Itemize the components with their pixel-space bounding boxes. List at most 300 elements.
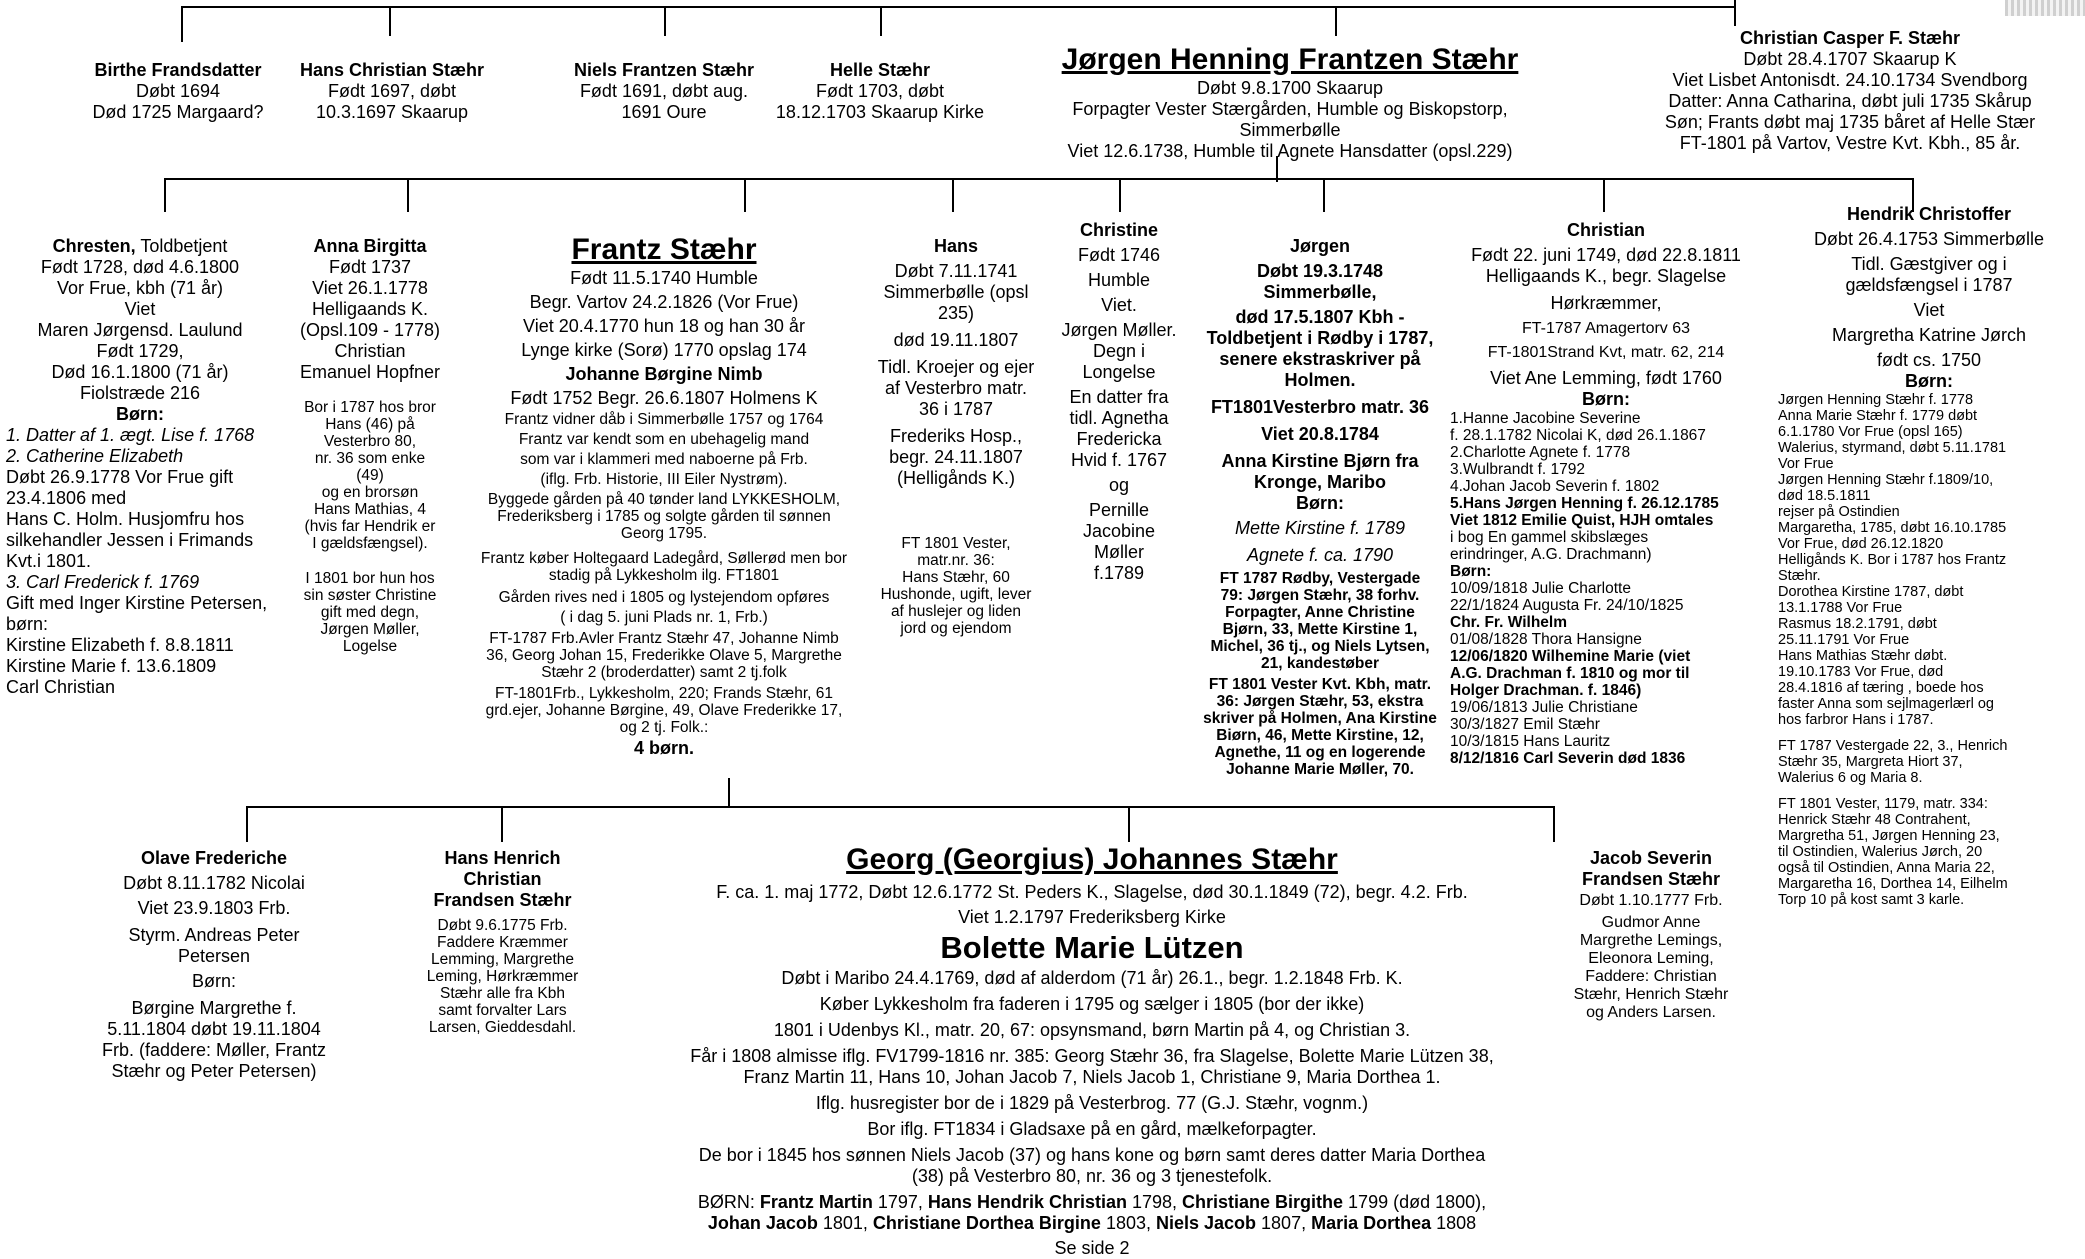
born-label: BØRN: xyxy=(697,1192,760,1212)
person-jorgen xyxy=(1180,236,1460,778)
child-entry: 2. Catherine Elizabeth xyxy=(6,446,184,466)
person-line: F. ca. 1. maj 1772, Døbt 12.6.1772 St. Peders K., Slagelse, død 30.1.1849 (72), begr. 4.2. Frb. xyxy=(716,882,1468,902)
child-entry: 22/1/1824 Augusta Fr. 24/10/1825 xyxy=(1450,597,1684,614)
person-frantz xyxy=(436,232,892,759)
person-line: Eleonora Leming, xyxy=(1588,950,1714,967)
note-line: Hushonde, ugift, lever xyxy=(880,586,1032,603)
note-line: som var i klammeri med naboerne på Frb. xyxy=(520,451,808,468)
person-line: f.1789 xyxy=(1093,563,1145,583)
person-line: Jacobine xyxy=(1082,521,1156,541)
child-entry: Kirstine Marie f. 13.6.1809 xyxy=(6,656,217,676)
gen2-drop-5 xyxy=(1119,178,1121,212)
gen1-drop-christian xyxy=(1734,0,1736,26)
census-1801 xyxy=(1778,796,2080,908)
person-title: Toldbetjent xyxy=(135,236,228,256)
child-entry: Hans C. Holm. Husjomfru hos silkehandler Jessen i Frimands Kvt.i 1801. xyxy=(6,509,254,571)
child-entry: 3.Wulbrandt f. 1792 xyxy=(1450,461,1585,478)
person-line: Børn: xyxy=(191,971,236,991)
person-name: Hendrik Christoffer xyxy=(1846,204,2012,224)
person-line: Søn; Frants døbt maj 1735 båret af Helle Stær xyxy=(1664,112,2036,132)
note-line: til Ostindien, Walerius Jørch, 20 xyxy=(1778,844,1983,860)
person-line: Tidl. Gæstgiver og i xyxy=(1851,254,2007,274)
child-entry: 28.4.1816 af tæring , boede hos xyxy=(1778,680,1984,696)
person-jorgen-henning xyxy=(1010,42,1570,162)
person-line: og Anders Larsen. xyxy=(1586,1004,1716,1021)
note-line: Biørn, 46, Mette Kirstine, 12, xyxy=(1216,727,1424,744)
note-line: Johanne Marie Møller, 70. xyxy=(1226,761,1414,778)
child-entry: 19.10.1783 Vor Frue, død xyxy=(1778,664,1944,680)
gen3-drop-3 xyxy=(1128,806,1130,842)
person-line: Døbt 28.4.1707 Skaarup K xyxy=(1743,49,1957,69)
person-line: Margretha Katrine Jørch xyxy=(1831,325,2027,345)
child-entry: Agnete f. ca. 1790 xyxy=(1246,545,1394,565)
person-line: Viet xyxy=(1913,300,1945,320)
note-line: stadig på Lykkesholm ilg. FT1801 xyxy=(548,567,780,584)
note-line: skriver på Holmen, Ana Kirstine xyxy=(1203,710,1437,727)
person-name: Christian xyxy=(463,869,542,889)
spouse-line: Født 1752 Begr. 26.6.1807 Holmens K xyxy=(510,388,818,408)
person-line: Simmerbølle (opsl xyxy=(883,282,1029,302)
child-entry: død 18.5.1811 xyxy=(1778,488,1871,504)
person-chresten xyxy=(6,236,274,698)
note-line: grd.ejer, Johanne Børgine, 49, Olave Frederikke 17, xyxy=(485,702,843,719)
child-entry: Kirstine Elizabeth f. 8.8.1811 xyxy=(6,635,234,655)
note-line: (iflg. Frb. Historie, III Eiler Nystrøm). xyxy=(540,471,788,488)
child-entry: 5.Hans Jørgen Henning f. 26.12.1785 xyxy=(1450,495,1719,512)
born-child: Frantz Martin xyxy=(759,1192,873,1212)
child-entry: Rasmus 18.2.1791, døbt xyxy=(1778,616,1937,632)
person-line: Viet 20.8.1784 xyxy=(1261,424,1379,444)
born-text: 1803, xyxy=(1100,1213,1156,1233)
note-line: Torp 10 på kost samt 3 karle. xyxy=(1778,892,1965,908)
person-line: Anna Kirstine Bjørn fra xyxy=(1221,451,1419,471)
person-line: Døbt 1.10.1777 Frb. xyxy=(1579,892,1723,909)
person-line: Født 1746 xyxy=(1077,245,1161,265)
note-line: sin søster Christine xyxy=(303,587,437,604)
born-text: 1808 xyxy=(1431,1213,1477,1233)
person-line: Døbt 8.11.1782 Nicolai xyxy=(123,873,305,893)
person-line: Forpagter Vester Stærgården, Humble og Biskopstorp, xyxy=(1072,99,1508,119)
born-text: 1807, xyxy=(1256,1213,1312,1233)
person-name: Christine xyxy=(1079,220,1158,240)
child-entry: Margaretha, 1785, døbt 16.10.1785 xyxy=(1778,520,2007,536)
note-line: Frantz vidner dåb i Simmerbølle 1757 og 1764 xyxy=(504,411,824,428)
born-text: 1797, xyxy=(872,1192,928,1212)
person-line: (Helligånds K.) xyxy=(896,468,1016,488)
person-line: Petersen xyxy=(177,946,251,966)
person-hans-christian xyxy=(272,60,512,123)
person-line: Helligaands K., begr. Slagelse xyxy=(1485,266,1727,286)
note-line: Frantz køber Holtegaard Ladegård, Søllerød men bor xyxy=(480,550,848,567)
note-line: Henrick Stæhr 48 Contrahent, xyxy=(1778,812,1971,828)
child-entry: Anna Marie Stæhr f. 1779 døbt xyxy=(1778,408,1978,424)
child-entry: 01/08/1828 Thora Hansigne xyxy=(1450,631,1642,648)
person-line: Maren Jørgensd. Laulund xyxy=(37,320,243,340)
person-line: Lemming, Margrethe xyxy=(430,951,574,968)
child-entry: 2.Charlotte Agnete f. 1778 xyxy=(1450,444,1631,461)
gen3-drop-1 xyxy=(246,806,248,842)
person-line: Toldbetjent i Rødby i 1787, xyxy=(1206,328,1434,348)
spouse-line: Døbt i Maribo 24.4.1769, død af alderdom (71 år) 26.1., begr. 1.2.1848 Frb. K. xyxy=(781,968,1403,988)
person-line: Født 1697, døbt xyxy=(327,81,457,101)
person-name: Hans Christian Stæhr xyxy=(299,60,485,80)
person-line: Viet 12.6.1738, Humble til Agnete Hansdatter (opsl.229) xyxy=(1067,141,1513,161)
children-label: Børn: xyxy=(1582,389,1630,409)
child-entry: Jørgen Henning Stæhr f. 1778 xyxy=(1778,392,1974,408)
note-line: også til Ostindien, Anna Maria 22, xyxy=(1778,860,1995,876)
spouse-line: Bor iflg. FT1834 i Gladsaxe på en gård, mælkeforpagter. xyxy=(867,1119,1317,1139)
child-entry: 19/06/1813 Julie Christiane xyxy=(1450,699,1638,716)
person-line: Tidl. Kroejer og ejer xyxy=(877,357,1035,377)
person-name: Jørgen xyxy=(1289,236,1350,256)
child-entry: f. 28.1.1782 Nicolai K, død 26.1.1867 xyxy=(1450,427,1706,444)
person-line: Faddere Kræmmer xyxy=(437,934,568,951)
person-line: Fredericka xyxy=(1076,429,1162,449)
child-entry: Mette Kirstine f. 1789 xyxy=(1234,518,1406,538)
person-line: FT-1801 på Vartov, Vestre Kvt. Kbh., 85 år. xyxy=(1679,133,2021,153)
person-heading xyxy=(6,236,274,257)
note-line: (hvis far Hendrik er xyxy=(304,518,436,535)
child-entry: Chr. Fr. Wilhelm xyxy=(1450,614,1567,631)
note-line: FT-1801Frb., Lykkesholm, 220; Frands Stæhr, 61 xyxy=(495,685,833,702)
note-line: FT 1801 Vester, 1179, matr. 334: xyxy=(1778,796,1988,812)
person-line: Viet 20.4.1770 hun 18 og han 30 år xyxy=(523,316,805,336)
person-name: Frandsen Stæhr xyxy=(1581,869,1721,889)
born-child: Johan Jacob xyxy=(707,1213,818,1233)
person-line: af Vesterbro matr. xyxy=(884,378,1028,398)
person-notes xyxy=(436,411,892,736)
child-entry: Carl Christian xyxy=(6,677,116,697)
person-line: FT-1787 Amagertorv 63 xyxy=(1521,320,1691,337)
person-line: Stæhr alle fra Kbh xyxy=(440,985,565,1002)
person-name: Jacob Severin xyxy=(1589,848,1713,868)
born-text: 1801, xyxy=(817,1213,873,1233)
person-line: Døbt 9.8.1700 Skaarup xyxy=(1196,78,1384,98)
person-line: Viet Ane Lemming, født 1760 xyxy=(1490,368,1722,388)
children-count: 4 børn. xyxy=(633,738,694,758)
child-entry: Viet 1812 Emilie Quist, HJH omtales xyxy=(1450,512,1714,529)
person-line: Døbt 9.6.1775 Frb. xyxy=(437,917,568,934)
gen1-bus-line xyxy=(181,6,1735,8)
note-line: Frantz var kendt som en ubehagelig mand xyxy=(518,431,810,448)
child-entry: Dorothea Kirstine 1787, døbt xyxy=(1778,584,1964,600)
person-line: Holmen. xyxy=(1284,370,1356,390)
child-entry: A.G. Drachman f. 1810 og mor til xyxy=(1450,665,1690,682)
note-line: og en brorsøn xyxy=(321,484,419,501)
person-line: Døbt 26.4.1753 Simmerbølle xyxy=(1813,229,2045,249)
person-name: Birthe Frandsdatter xyxy=(94,60,262,80)
person-name: Georg (Georgius) Johannes Stæhr xyxy=(846,843,1338,876)
note-line: matr.nr. 36: xyxy=(917,552,995,569)
note-line: Jørgen Møller, xyxy=(320,621,420,638)
person-line: samt forvalter Lars xyxy=(438,1002,567,1019)
person-name: Christian xyxy=(1566,220,1645,240)
person-line: 18.12.1703 Skaarup Kirke xyxy=(775,102,985,122)
person-line: Christian xyxy=(334,341,406,361)
person-line: 10.3.1697 Skaarup xyxy=(315,102,469,122)
children-label: Børn: xyxy=(1296,493,1344,513)
note-line: FT 1801 Vester, xyxy=(901,535,1011,552)
gen2-drop-1 xyxy=(164,178,166,212)
child-entry: i bog En gammel skibslæges xyxy=(1450,529,1649,546)
person-line: Født 1691, døbt aug. xyxy=(579,81,749,101)
person-line: 5.11.1804 døbt 19.11.1804 xyxy=(107,1019,321,1039)
note-line: Frederiksberg i 1785 og solgte gården til sønnen xyxy=(497,508,831,525)
person-line: Død 1725 Margaard? xyxy=(92,102,264,122)
gen1-drop-hans xyxy=(389,6,391,36)
note-line: 79: Jørgen Stæhr, 38 forhv. xyxy=(1220,587,1420,604)
note-line: Forpagter, Anne Christine xyxy=(1225,604,1415,621)
person-line: Margrethe Lemings, xyxy=(1579,932,1723,949)
note-line: Byggede gården på 40 tønder land LYKKESHOLM, xyxy=(487,491,841,508)
person-line: 36 i 1787 xyxy=(918,399,994,419)
note-line: Margaretha 16, Dorthea 14, Eilhelm xyxy=(1778,876,2008,892)
born-child: Christiane Dorthea Birgine xyxy=(872,1213,1101,1233)
born-child: Hans Hendrik Christian xyxy=(927,1192,1127,1212)
person-line: Datter: Anna Catharina, døbt juli 1735 Skårup xyxy=(1668,91,2032,111)
person-line: Viet 26.1.1778 xyxy=(312,278,428,298)
child-entry: Hans Mathias Stæhr døbt. xyxy=(1778,648,1948,664)
person-line: (Opsl.109 - 1778) xyxy=(299,320,441,340)
note-line: Gården rives ned i 1805 og lystejendom opføres xyxy=(498,589,830,606)
note-line: Margretha 51, Jørgen Henning 23, xyxy=(1778,828,2000,844)
child-entry: Vor Frue, død 26.12.1820 xyxy=(1778,536,1944,552)
person-helle xyxy=(740,60,1020,123)
child-entry: Holger Drachman. f. 1846) xyxy=(1450,682,1642,699)
note-line: (49) xyxy=(356,467,384,484)
note-line: Hans Mathias, 4 xyxy=(314,501,426,518)
child-entry: erindringer, A.G. Drachmann) xyxy=(1450,546,1652,563)
person-line: tidl. Agnetha xyxy=(1069,408,1169,428)
person-line: død 17.5.1807 Kbh - xyxy=(1235,307,1405,327)
person-line: Jørgen Møller. xyxy=(1061,320,1177,340)
person-name: Frandsen Stæhr xyxy=(433,890,572,910)
note-line: Bjørn, 33, Mette Kirstine 1, xyxy=(1222,621,1418,638)
person-line: Født 1728, død 4.6.1800 xyxy=(40,257,240,277)
person-line: født cs. 1750 xyxy=(1876,350,1982,370)
note-line: FT-1787 Frb.Avler Frantz Stæhr 47, Johanne Nimb xyxy=(489,630,839,647)
person-line: Pernille xyxy=(1088,500,1150,520)
person-notes xyxy=(1180,570,1460,778)
child-entry: 10/09/1818 Julie Charlotte xyxy=(1450,580,1631,597)
person-name: Helle Stæhr xyxy=(829,60,931,80)
note-line: Vesterbro 80, xyxy=(323,433,417,450)
person-line: Vor Frue, kbh (71 år) xyxy=(56,278,224,298)
person-line: Født 22. juni 1749, død 22.8.1811 xyxy=(1471,245,1741,265)
note-line: og 2 tj. Folk.: xyxy=(619,719,709,736)
person-christian-casper xyxy=(1620,28,2080,154)
person-notes xyxy=(864,535,1048,637)
born-line-2 xyxy=(622,1213,1562,1234)
person-line: Født 11.5.1740 Humble xyxy=(570,268,758,288)
person-line: Stæhr, Henrich Stæhr xyxy=(1573,986,1729,1003)
child-entry: 13.1.1788 Vor Frue xyxy=(1778,600,1903,616)
children-label: Børn: xyxy=(1905,371,1953,391)
child-entry: 1. Datter af 1. ægt. Lise f. 1768 xyxy=(6,425,255,445)
child-entry: 4.Johan Jacob Severin f. 1802 xyxy=(1450,478,1660,495)
gen2-drop-7 xyxy=(1603,178,1605,212)
person-line: FT-1801Strand Kvt, matr. 62, 214 xyxy=(1487,344,1725,361)
person-line: Frederiks Hosp., xyxy=(889,426,1023,446)
person-line: og xyxy=(1108,475,1130,495)
person-name: Hans xyxy=(933,236,978,256)
note-line: gift med degn, xyxy=(320,604,420,621)
person-line: Møller xyxy=(1094,542,1144,562)
child-entry: faster Anna som sejlmagerlærl og xyxy=(1778,696,1994,712)
person-line: Viet Lisbet Antonisdt. 24.10.1734 Svendborg xyxy=(1672,70,2028,90)
person-line: FT1801Vesterbro matr. 36 xyxy=(1210,397,1430,417)
person-name: Anna Birgitta xyxy=(313,236,427,256)
person-line: 1691 Oure xyxy=(621,102,707,122)
person-line: Børgine Margrethe f. xyxy=(131,998,297,1018)
gen2-drop-2 xyxy=(407,178,409,212)
person-name: Jørgen Henning Frantzen Stæhr xyxy=(1061,43,1519,76)
child-entry: 25.11.1791 Vor Frue xyxy=(1778,632,1910,648)
child-entry: Vor Frue xyxy=(1778,456,1834,472)
spouse-name: Johanne Børgine Nimb xyxy=(565,364,763,384)
child-entry: 30/3/1827 Emil Stæhr xyxy=(1450,716,1600,733)
person-line: Viet 23.9.1803 Frb. xyxy=(137,898,291,918)
person-line: Faddere: Christian xyxy=(1585,968,1717,985)
frantz-child-drop xyxy=(728,778,730,806)
born-child: Maria Dorthea xyxy=(1311,1213,1432,1233)
note-line: Agnethe, 11 og en logerende xyxy=(1214,744,1426,761)
person-name: Niels Frantzen Stæhr xyxy=(573,60,755,80)
person-line: Født 1703, døbt xyxy=(815,81,945,101)
note-line: Stæhr 35, Margreta Hiort 37, xyxy=(1778,754,1963,770)
children-list xyxy=(1436,410,1776,767)
child-entry: Helligånds K. Bor i 1787 hos Frantz xyxy=(1778,552,2007,568)
person-line: 235) xyxy=(937,303,975,323)
born-child: Christiane Birgithe xyxy=(1182,1192,1344,1212)
person-line: Født 1737 xyxy=(328,257,412,277)
person-name: Chresten, xyxy=(52,236,136,256)
person-name: Frantz Stæhr xyxy=(571,233,757,266)
person-name: Olave Frederiche xyxy=(140,848,288,868)
person-christine xyxy=(1048,220,1190,584)
born-line-1 xyxy=(622,1192,1562,1213)
born-text: 1799 (død 1800), xyxy=(1343,1192,1487,1212)
person-line: Fiolstræde 216 xyxy=(79,383,201,403)
child-entry: 12/06/1820 Wilhemine Marie (viet xyxy=(1450,648,1691,665)
person-line: En datter fra xyxy=(1069,387,1169,407)
spouse-line: Franz Martin 11, Hans 10, Johan Jacob 7, Niels Jacob 1, Christiane 9, Maria Dorthea 1. xyxy=(743,1067,1441,1087)
person-name: Christian Casper F. Stæhr xyxy=(1739,28,1961,48)
child-entry: Walerius, styrmand, døbt 5.11.1781 xyxy=(1778,440,2007,456)
gen1-drop-birthe xyxy=(181,6,183,42)
note-line: Hans (46) på xyxy=(325,416,415,433)
note-line: Logelse xyxy=(342,638,398,655)
gen2-drop-6 xyxy=(1323,178,1325,212)
person-line: Styrm. Andreas Peter xyxy=(128,925,300,945)
child-entry: 10/3/1815 Hans Lauritz xyxy=(1450,733,1611,750)
person-line: gældsfængsel i 1787 xyxy=(1845,275,2013,295)
child-entry: 8/12/1816 Carl Severin død 1836 xyxy=(1450,750,1686,767)
spouse-line: Får i 1808 almisse iflg. FV1799-1816 nr. 385: Georg Stæhr 36, fra Slagelse, Bolette Marie Lützen 38, xyxy=(690,1046,1494,1066)
person-olave xyxy=(84,848,344,1082)
note-line: ( i dag 5. juni Plads nr. 1, Frb.) xyxy=(560,609,768,626)
person-line: Begr. Vartov 24.2.1826 (Vor Frue) xyxy=(529,292,799,312)
note-line: I 1801 bor hun hos xyxy=(305,570,435,587)
child-entry: Jørgen Henning Stæhr f.1809/10, xyxy=(1778,472,1994,488)
note-line: Stæhr 2 (broderdatter) samt 2 tj.folk xyxy=(541,664,787,681)
gen1-drop-jorgen xyxy=(1335,6,1337,36)
person-hans-henrich xyxy=(400,848,605,1036)
note-line: Michel, 36 tj., og Niels Lytsen, xyxy=(1210,638,1430,655)
child-entry: rejser på Ostindien xyxy=(1778,504,1900,520)
person-hans xyxy=(864,236,1048,637)
person-line: Viet. xyxy=(1101,295,1137,315)
child-entry: hos farbror Hans i 1787. xyxy=(1778,712,1934,728)
note-line: Georg 1795. xyxy=(620,525,708,542)
gen3-drop-2 xyxy=(501,806,503,842)
person-georg xyxy=(622,842,1562,1259)
person-line: Døbt 7.11.1741 xyxy=(894,261,1018,281)
child-entry: 6.1.1780 Vor Frue (opsl 165) xyxy=(1778,424,1963,440)
gen2-drop-4 xyxy=(952,178,954,212)
person-line: Hvid f. 1767 xyxy=(1070,450,1168,470)
person-line: senere ekstraskriver på xyxy=(1219,349,1421,369)
person-line: Hørkræmmer, xyxy=(1550,293,1662,313)
person-line: Født 1729, xyxy=(96,341,184,361)
person-name: Hans Henrich xyxy=(444,848,561,868)
spouse-line: De bor i 1845 hos sønnen Niels Jacob (37) og hans kone og børn samt deres datter Maria Dorthea xyxy=(698,1145,1486,1165)
note-line: jord og ejendom xyxy=(900,620,1012,637)
note-line: Hans Stæhr, 60 xyxy=(902,569,1010,586)
person-line: Emanuel Hopfner xyxy=(299,362,441,382)
born-text: 1798, xyxy=(1126,1192,1183,1212)
person-line: Lynge kirke (Sorø) 1770 opslag 174 xyxy=(521,340,807,360)
child-entry: 3. Carl Frederick f. 1769 xyxy=(6,572,200,592)
note-line: 21, kandestøber xyxy=(1260,655,1380,672)
gen3-drop-4 xyxy=(1553,806,1555,842)
note-line: FT 1801 Vester Kvt. Kbh, matr. xyxy=(1208,676,1432,693)
person-christian xyxy=(1436,220,1776,767)
spouse-line: Køber Lykkesholm fra faderen i 1795 og sælger i 1805 (bor der ikke) xyxy=(819,994,1365,1014)
child-entry: Døbt 26.9.1778 Vor Frue gift 23.4.1806 med xyxy=(6,467,234,508)
person-line: Død 16.1.1800 (71 år) xyxy=(51,362,229,382)
census-1787 xyxy=(1778,738,2080,786)
person-line: begr. 24.11.1807 xyxy=(889,447,1023,467)
person-line: Simmerbølle xyxy=(1239,120,1341,140)
child-entry: Stæhr. xyxy=(1778,568,1821,584)
person-line: Degn i xyxy=(1092,341,1146,361)
gen2-drop-3 xyxy=(744,178,746,212)
note-line: Bor i 1787 hos bror xyxy=(304,399,436,416)
person-line: Gudmor Anne xyxy=(1601,914,1701,931)
note-line: I gældsfængsel). xyxy=(312,535,428,552)
children-list xyxy=(1778,392,2080,728)
person-line: Døbt 1694 xyxy=(135,81,221,101)
spouse-name: Bolette Marie Lützen xyxy=(940,930,1244,965)
children-label: Børn: xyxy=(116,404,164,424)
person-line: Stæhr og Peter Petersen) xyxy=(111,1061,317,1081)
note-line: FT 1787 Vestergade 22, 3., Henrich xyxy=(1778,738,2008,754)
person-line: Humble xyxy=(1087,270,1151,290)
person-line: Døbt 19.3.1748 xyxy=(1256,261,1384,281)
child-entry: Gift med Inger Kirstine Petersen, børn: xyxy=(6,593,268,634)
born-child: Niels Jacob xyxy=(1155,1213,1257,1233)
gen1-drop-niels xyxy=(664,6,666,36)
person-line: Frb. (faddere: Møller, Frantz xyxy=(101,1040,327,1060)
note-line: Walerius 6 og Maria 8. xyxy=(1778,770,1923,786)
person-line: Viet 1.2.1797 Frederiksberg Kirke xyxy=(958,907,1226,927)
person-line: Helligaands K. xyxy=(311,299,429,319)
spouse-line: (38) på Vesterbro 80, nr. 36 og 3 tjenestefolk. xyxy=(911,1166,1273,1186)
gen2-bus-line xyxy=(164,178,1914,180)
spouse-line: Iflg. husregister bor de i 1829 på Vesterbrog. 77 (G.J. Stæhr, vognm.) xyxy=(815,1093,1369,1113)
person-line: Simmerbølle, xyxy=(1263,282,1377,302)
